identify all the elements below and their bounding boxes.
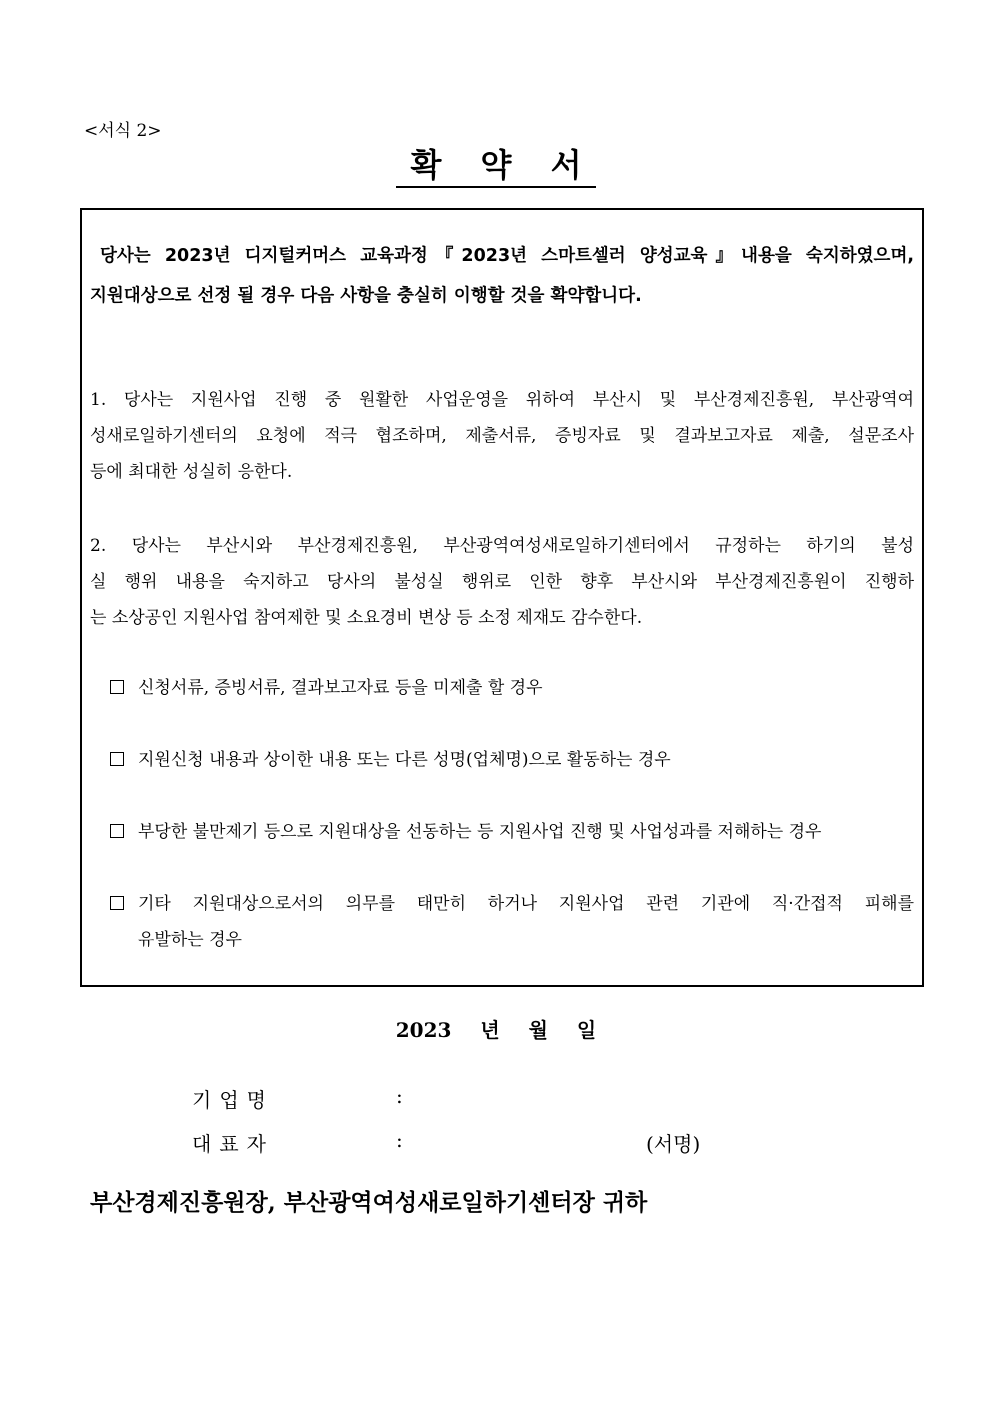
checklist-item-text: 지원신청 내용과 상이한 내용 또는 다른 성명(업체명)으로 활동하는 경우 — [138, 750, 671, 770]
checkbox[interactable] — [110, 752, 124, 766]
checklist-item-text: 부당한 불만제기 등으로 지원대상을 선동하는 등 지원사업 진행 및 사업성과를 저해하는 경우 — [138, 822, 822, 842]
pledge-box — [80, 208, 924, 987]
company-name-colon: : — [396, 1084, 403, 1108]
clause-2-line-1: 2. 당사는 부산시와 부산경제진흥원, 부산광역여성새로일하기센터에서 규정하는 하기의 불성 — [90, 536, 914, 556]
checklist-item-text: 기타 지원대상으로서의 의무를 태만히 하거나 지원사업 관련 기관에 직·간접적 피해를 — [138, 894, 914, 914]
representative-colon: : — [396, 1128, 403, 1152]
intro-statement — [90, 236, 914, 316]
checkbox[interactable] — [110, 824, 124, 838]
addressee: 부산경제진흥원장, 부산광역여성새로일하기센터장 귀하 — [90, 1189, 648, 1216]
clause-2-line-2: 실 행위 내용을 숙지하고 당사의 불성실 행위로 인한 향후 부산시와 부산경제진흥원이 진행하 — [90, 572, 914, 592]
clause-1-line-2: 성새로일하기센터의 요청에 적극 협조하며, 제출서류, 증빙자료 및 결과보고자료 제출, 설문조사 — [90, 426, 914, 446]
clause-2-line-3: 는 소상공인 지원사업 참여제한 및 소요경비 변상 등 소정 제재도 감수한다. — [90, 608, 643, 628]
checkbox[interactable] — [110, 896, 124, 910]
signature-mark: (서명) — [646, 1132, 701, 1156]
checkbox[interactable] — [110, 680, 124, 694]
representative-label: 대표자 — [192, 1132, 274, 1156]
form-number-label: <서식 2> — [84, 121, 162, 141]
date-line: 2023 년 월 일 — [395, 1018, 597, 1042]
checklist-item-text: 신청서류, 증빙서류, 결과보고자료 등을 미제출 할 경우 — [138, 678, 543, 698]
checklist-item — [110, 670, 914, 706]
company-name-label: 기업명 — [192, 1088, 274, 1112]
document-title-wrapper — [0, 146, 992, 188]
document-title: 확 약 서 — [396, 146, 595, 188]
checklist-item-text-continued: 유발하는 경우 — [138, 930, 242, 950]
clause-1-line-3: 등에 최대한 성실히 응한다. — [90, 462, 293, 482]
intro-line-2: 지원대상으로 선정 될 경우 다음 사항을 충실히 이행할 것을 확약합니다. — [90, 286, 642, 306]
clause-1 — [90, 382, 914, 490]
checklist-item — [110, 814, 914, 850]
checklist-item — [110, 886, 914, 958]
clause-1-line-1: 1. 당사는 지원사업 진행 중 원활한 사업운영을 위하여 부산시 및 부산경제진흥원, 부산광역여 — [90, 390, 914, 410]
intro-line-1: 당사는 2023년 디지털커머스 교육과정『2023년 스마트셀러 양성교육』내용을 숙지하였으며, — [100, 246, 914, 266]
checklist-item — [110, 742, 914, 778]
clause-2 — [90, 528, 914, 636]
